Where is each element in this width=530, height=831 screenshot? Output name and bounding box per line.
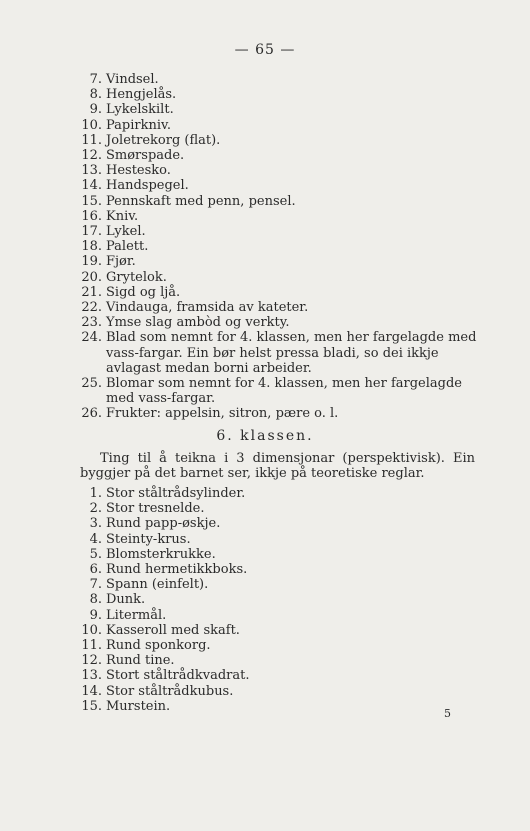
list-item-number: 25. (81, 376, 102, 392)
list-item-number: 18. (81, 239, 102, 255)
section-heading: 6. klassen. (216, 428, 314, 444)
list-item-text: Sigd og ljå. (106, 284, 181, 300)
list-item-text: Ymse slag ambòd og verkty. (106, 315, 290, 331)
list-item-text: Joletrekorg (flat). (106, 132, 221, 148)
list-item-number: 13. (81, 668, 102, 684)
list-item (80, 178, 480, 193)
list-item-text: Grytelok. (106, 269, 167, 285)
list-item-text: Stort ståltrådkvadrat. (106, 668, 250, 684)
list-item-text: Vindauga, framsida av kateter. (106, 300, 309, 316)
list-item (80, 239, 480, 254)
list-item-text: Fjør. (106, 254, 136, 270)
list-item-text: Lykelskilt. (106, 102, 174, 118)
list-item (80, 547, 480, 562)
list-item-text: Rund papp-øskje. (106, 516, 221, 532)
list-item (80, 194, 480, 209)
list-item (80, 577, 480, 592)
list-item-number: 6. (89, 562, 102, 578)
list-item-text: Hestesko. (106, 163, 171, 179)
list-item-text: Palett. (106, 239, 149, 255)
list-item (80, 668, 480, 683)
list-item (80, 486, 480, 501)
list-item-number: 3. (89, 516, 102, 532)
list-item (80, 102, 480, 117)
list-item-number: 2. (89, 501, 102, 517)
list-item-number: 11. (81, 132, 102, 148)
list-item-text: Stor ståltrådsylinder. (106, 486, 246, 501)
list-item-text: Rund sponkorg. (106, 638, 211, 654)
list-item (80, 148, 480, 163)
signature-mark: 5 (444, 707, 451, 720)
list-item (80, 608, 480, 623)
list-item-text: Stor tresnelde. (106, 501, 205, 517)
list-item (80, 516, 480, 531)
section-intro: Ting til å teikna i 3 dimensjonar (perspektivisk). Ein byggjer på det barnet ser, ikkje på teoretiske reglar. (80, 451, 475, 482)
list-item-number: 16. (81, 208, 102, 224)
list-item-number: 14. (81, 683, 102, 699)
list-item (80, 87, 480, 102)
list-item (80, 133, 480, 148)
list-item-number: 12. (81, 653, 102, 669)
list-item (80, 163, 480, 178)
list-item-text: Lykel. (106, 224, 146, 240)
list-item-text: Spann (einfelt). (106, 577, 209, 593)
list-item-text: Litermål. (106, 607, 167, 623)
list-item-number: 1. (89, 486, 102, 501)
list-item-number: 21. (81, 284, 102, 300)
list-item-text: Blomsterkrukke. (106, 546, 216, 562)
list-item-number: 20. (81, 269, 102, 285)
list-item (80, 118, 480, 133)
list-item (80, 254, 480, 269)
list-item-number: 7. (89, 72, 102, 87)
list-item-text: Hengjelås. (106, 87, 177, 103)
list-item-text: Stor ståltrådkubus. (106, 683, 234, 699)
list-item-text: Dunk. (106, 592, 146, 608)
list-item (80, 315, 480, 330)
list-item (80, 72, 480, 87)
list-item-text: Vindsel. (106, 72, 159, 87)
list-item-text: Frukter: appelsin, sitron, pære o. l. (106, 406, 339, 422)
list-item-text: Smørspade. (106, 148, 185, 164)
list-item-number: 8. (89, 87, 102, 103)
list-item-number: 5. (89, 546, 102, 562)
list-item (80, 376, 480, 406)
list-item-text: Handspegel. (106, 178, 189, 194)
list-item-number: 14. (81, 178, 102, 194)
list-item (80, 224, 480, 239)
list-item (80, 501, 480, 516)
object-list-5th-class-continued (80, 72, 480, 422)
list-item-number: 12. (81, 148, 102, 164)
list-item-number: 8. (89, 592, 102, 608)
list-item-number: 15. (81, 698, 102, 714)
list-item-number: 19. (81, 254, 102, 270)
list-item-text: Rund tine. (106, 653, 175, 669)
list-item (80, 699, 480, 714)
list-item-number: 9. (89, 102, 102, 118)
list-item-number: 15. (81, 193, 102, 209)
list-item-number: 7. (89, 577, 102, 593)
list-item (80, 406, 480, 421)
list-item (80, 285, 480, 300)
object-list-6th-class (80, 486, 480, 714)
list-item-number: 4. (89, 531, 102, 547)
list-item-text: Pennskaft med penn, pensel. (106, 193, 296, 209)
list-item (80, 300, 480, 315)
list-item-number: 13. (81, 163, 102, 179)
list-item (80, 270, 480, 285)
list-item-number: 24. (81, 330, 102, 346)
list-item-number: 9. (89, 607, 102, 623)
list-item-number: 26. (81, 406, 102, 422)
list-item (80, 638, 480, 653)
list-item (80, 209, 480, 224)
list-item-text: Steinty-krus. (106, 531, 191, 547)
list-item-text: Blad som nemnt for 4. klassen, men her fargelagde med vass-fargar. Ein bør helst pressa bladi, so dei ikkje avlagast medan borni arbeider. (106, 330, 477, 376)
list-item (80, 653, 480, 668)
list-item-number: 11. (81, 638, 102, 654)
list-item-text: Murstein. (106, 698, 171, 714)
list-item-text: Kasseroll med skaft. (106, 622, 240, 638)
list-item (80, 562, 480, 577)
list-item (80, 592, 480, 607)
list-item (80, 684, 480, 699)
list-item (80, 330, 480, 376)
list-item (80, 623, 480, 638)
list-item-text: Rund hermetikkboks. (106, 562, 248, 578)
list-item-number: 23. (81, 315, 102, 331)
list-item-number: 10. (81, 622, 102, 638)
list-item-number: 17. (81, 224, 102, 240)
list-item-text: Kniv. (106, 208, 139, 224)
list-item-number: 10. (81, 117, 102, 133)
list-item-text: Blomar som nemnt for 4. klassen, men her fargelagde med vass-fargar. (106, 376, 462, 407)
list-item (80, 532, 480, 547)
list-item-number: 22. (81, 300, 102, 316)
page-number: — 65 — (234, 42, 296, 58)
list-item-text: Papirkniv. (106, 117, 171, 133)
